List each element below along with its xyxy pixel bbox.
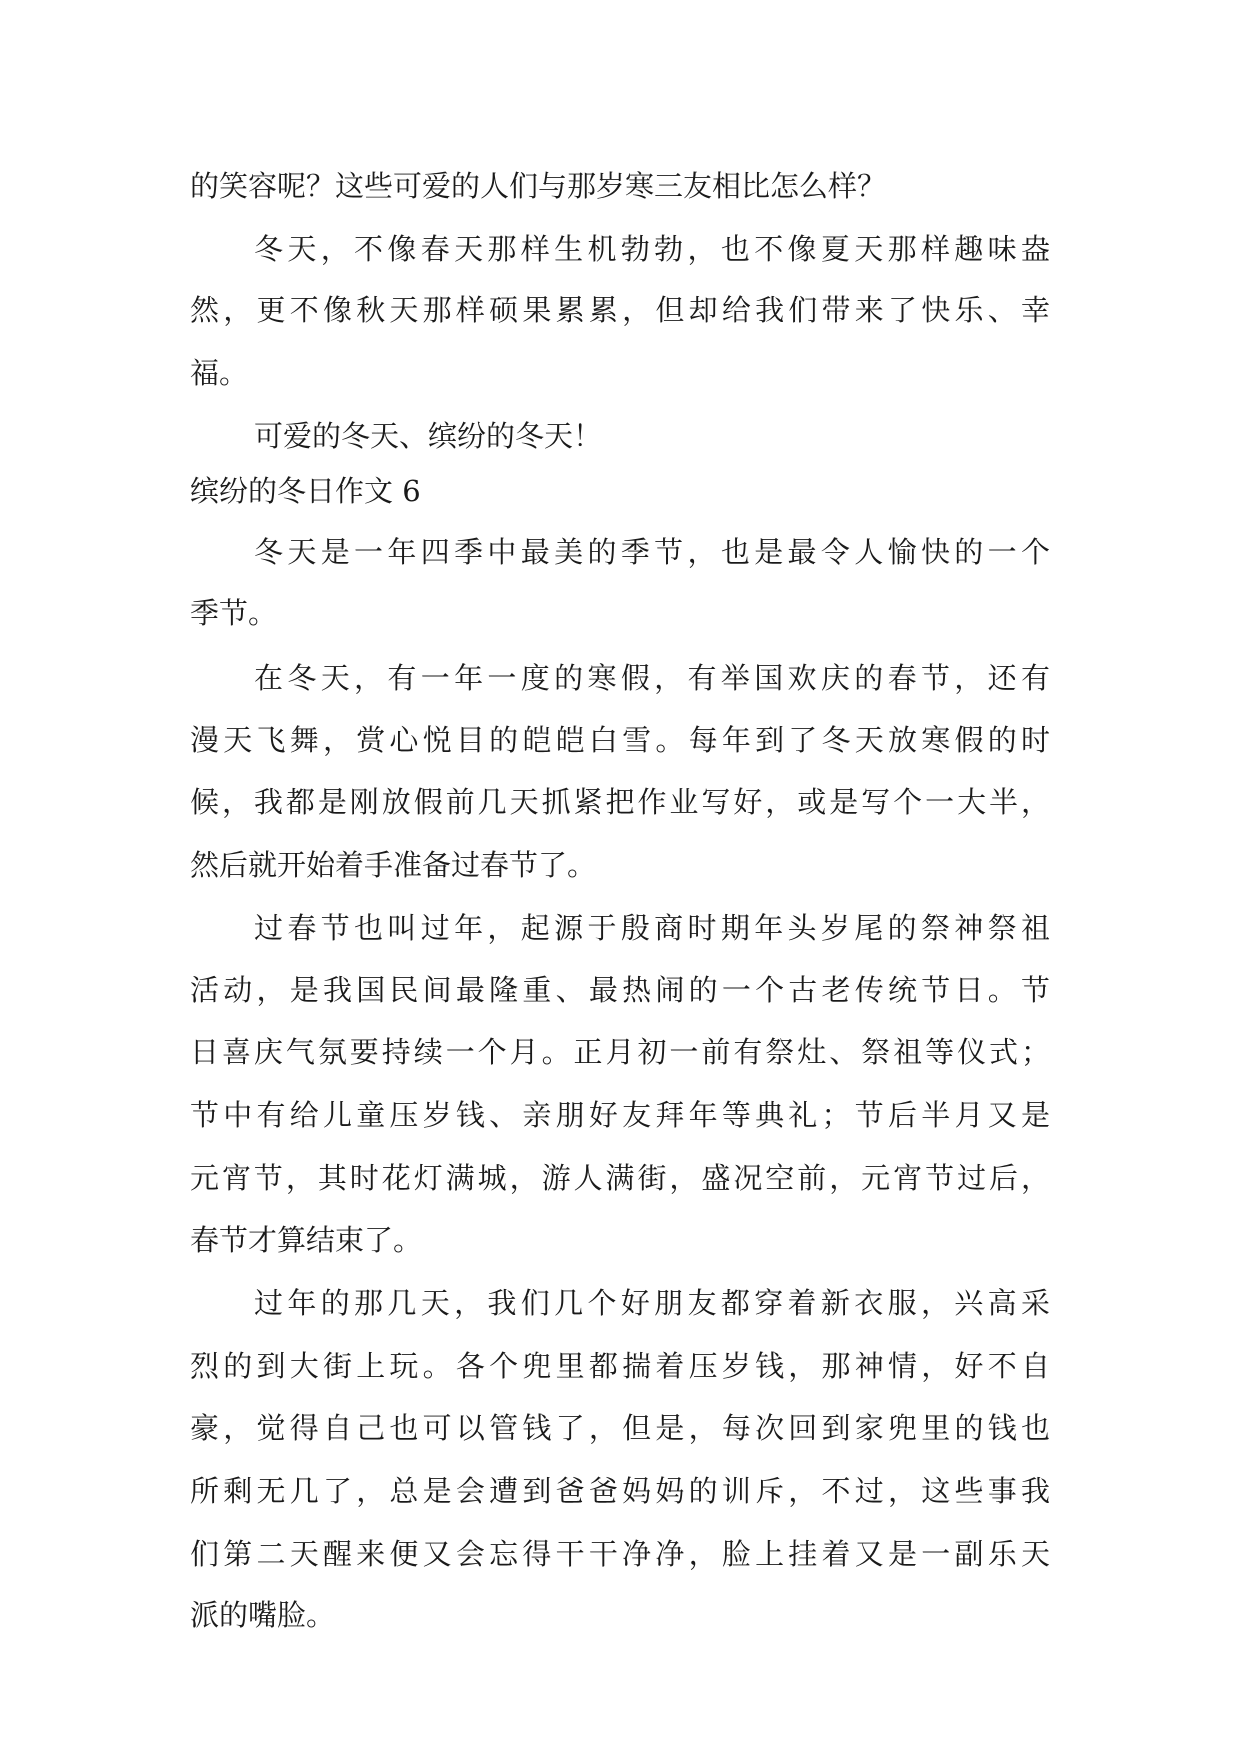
text-line: 季节。	[190, 596, 278, 630]
paragraph-first-line: 过年的那几天，我们几个好朋友都穿着新衣服，兴高采	[254, 1286, 1050, 1320]
section-title: 缤纷的冬日作文 6	[190, 474, 421, 508]
text-line: 的笑容呢？这些可爱的人们与那岁寒三友相比怎么样？	[190, 169, 887, 203]
text-line: 候，我都是刚放假前几天抓紧把作业写好，或是写个一大半，	[190, 785, 1050, 819]
text-line: 们第二天醒来便又会忘得干干净净，脸上挂着又是一副乐天	[190, 1537, 1050, 1571]
text-line: 元宵节，其时花灯满城，游人满街，盛况空前，元宵节过后，	[190, 1161, 1050, 1195]
text-line: 然后就开始着手准备过春节了。	[190, 848, 597, 882]
text-line: 福。	[190, 356, 249, 390]
paragraph-first-line: 冬天，不像春天那样生机勃勃，也不像夏天那样趣味盎	[254, 232, 1050, 266]
paragraph-first-line: 过春节也叫过年，起源于殷商时期年头岁尾的祭神祭祖	[254, 911, 1050, 945]
text-line: 春节才算结束了。	[190, 1223, 423, 1257]
paragraph-first-line: 冬天是一年四季中最美的季节，也是最令人愉快的一个	[254, 535, 1050, 569]
paragraph-first-line: 可爱的冬天、缤纷的冬天！	[254, 419, 603, 453]
text-line: 然，更不像秋天那样硕果累累，但却给我们带来了快乐、幸	[190, 293, 1050, 327]
text-line: 节中有给儿童压岁钱、亲朋好友拜年等典礼；节后半月又是	[190, 1098, 1050, 1132]
paragraph-first-line: 在冬天，有一年一度的寒假，有举国欢庆的春节，还有	[254, 661, 1050, 695]
text-line: 派的嘴脸。	[190, 1598, 336, 1632]
text-line: 日喜庆气氛要持续一个月。正月初一前有祭灶、祭祖等仪式；	[190, 1035, 1050, 1069]
text-line: 所剩无几了，总是会遭到爸爸妈妈的训斥，不过，这些事我	[190, 1474, 1050, 1508]
text-line: 活动，是我国民间最隆重、最热闹的一个古老传统节日。节	[190, 973, 1050, 1007]
text-line: 豪，觉得自己也可以管钱了，但是，每次回到家兜里的钱也	[190, 1411, 1050, 1445]
text-line: 烈的到大街上玩。各个兜里都揣着压岁钱，那神情，好不自	[190, 1349, 1050, 1383]
text-line: 漫天飞舞，赏心悦目的皑皑白雪。每年到了冬天放寒假的时	[190, 723, 1050, 757]
